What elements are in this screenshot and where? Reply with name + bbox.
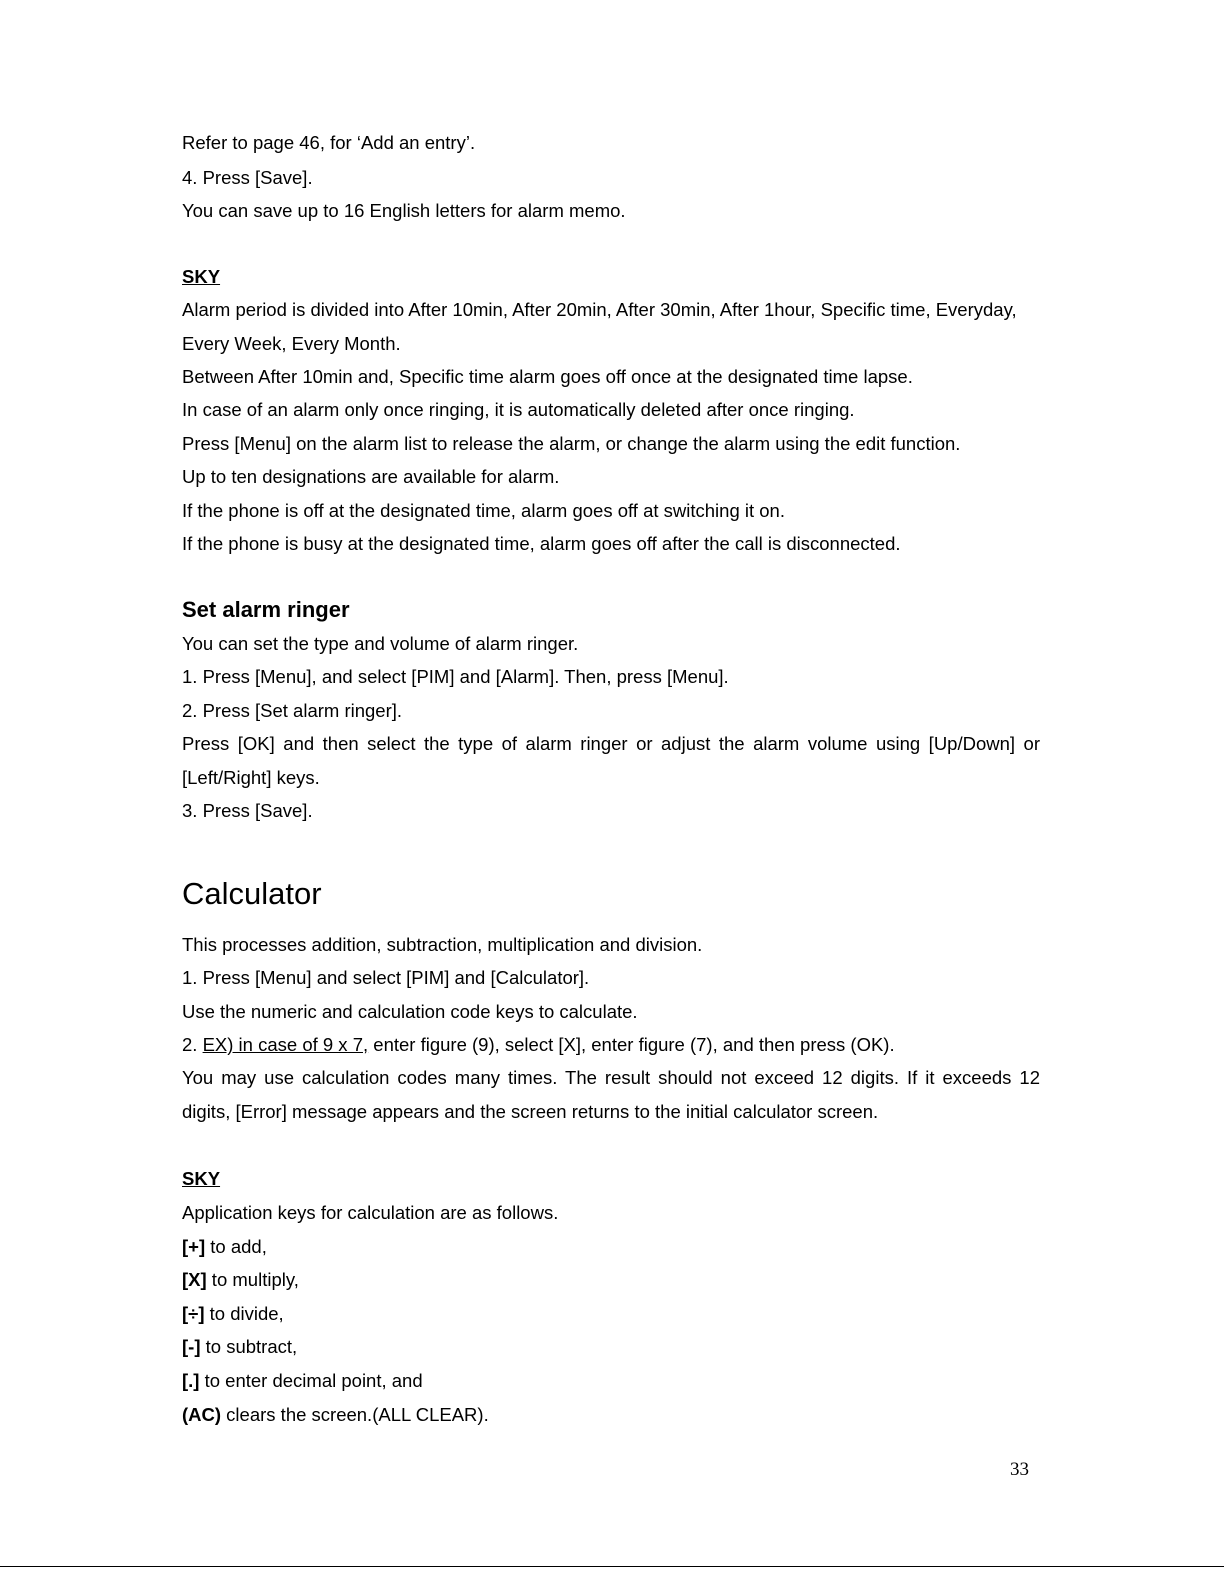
- calc-intro: This processes addition, subtraction, multiplication and division.: [182, 934, 703, 955]
- bottom-rule: [0, 1566, 1224, 1567]
- calc-key-clear: [182, 1403, 489, 1427]
- page-title-calculator: Calculator: [182, 876, 322, 911]
- calc-step-2-rest: enter figure (9), select [X], enter figure (7), and then press (OK).: [368, 1034, 895, 1055]
- calc-key-add: [182, 1235, 267, 1259]
- calc-limit-line2: digits, [Error] message appears and the screen returns to the initial calculator screen.: [182, 1101, 879, 1122]
- key-divide: [÷]: [182, 1303, 205, 1324]
- section-heading-set-alarm-ringer: Set alarm ringer: [182, 597, 350, 622]
- sky-alarm-period-line1: Alarm period is divided into After 10min, After 20min, After 30min, After 1hour, Specific time, Everyday,: [182, 299, 1017, 320]
- ringer-intro: You can set the type and volume of alarm ringer.: [182, 633, 579, 654]
- ringer-ok-line1: Press [OK] and then select the type of alarm ringer or adjust the alarm volume using [Up/Down] or: [182, 733, 1040, 754]
- sky-alarm-ten: Up to ten designations are available for alarm.: [182, 466, 560, 487]
- sky-heading-calculator: SKY: [182, 1168, 221, 1189]
- sky-heading-alarm: SKY: [182, 266, 221, 287]
- intro-line-memo: You can save up to 16 English letters for alarm memo.: [182, 200, 626, 221]
- key-divide-desc: to divide,: [204, 1303, 284, 1324]
- page-number: 33: [1010, 1459, 1029, 1480]
- ringer-step-3: 3. Press [Save].: [182, 800, 313, 821]
- sky-alarm-phone-busy: If the phone is busy at the designated time, alarm goes off after the call is disconnected.: [182, 533, 901, 554]
- calc-key-decimal: [182, 1369, 423, 1393]
- key-decimal-desc: to enter decimal point, and: [199, 1370, 423, 1391]
- sky-alarm-phone-off: If the phone is off at the designated time, alarm goes off at switching it on.: [182, 500, 785, 521]
- ringer-step-1: 1. Press [Menu], and select [PIM] and [Alarm]. Then, press [Menu].: [182, 666, 729, 687]
- intro-line-save: 4. Press [Save].: [182, 167, 313, 188]
- key-minus: [-]: [182, 1336, 201, 1357]
- sky-alarm-menu: Press [Menu] on the alarm list to release the alarm, or change the alarm using the edit function.: [182, 433, 961, 454]
- key-minus-desc: to subtract,: [200, 1336, 298, 1357]
- ringer-step-2: 2. Press [Set alarm ringer].: [182, 700, 403, 721]
- sky-calc-intro: Application keys for calculation are as follows.: [182, 1202, 559, 1223]
- sky-alarm-once: In case of an alarm only once ringing, it is automatically deleted after once ringing.: [182, 399, 855, 420]
- calc-step-1: 1. Press [Menu] and select [PIM] and [Calculator].: [182, 967, 590, 988]
- key-multiply: [X]: [182, 1269, 207, 1290]
- key-all-clear-desc: clears the screen.(ALL CLEAR).: [221, 1404, 489, 1425]
- calc-example: EX) in case of 9 x 7,: [202, 1034, 369, 1055]
- calc-step-2: [182, 1033, 895, 1057]
- key-multiply-desc: to multiply,: [206, 1269, 299, 1290]
- calc-keys-note: Use the numeric and calculation code keys to calculate.: [182, 1001, 638, 1022]
- sky-alarm-between: Between After 10min and, Specific time alarm goes off once at the designated time lapse.: [182, 366, 913, 387]
- calc-step-2-prefix: 2.: [182, 1034, 203, 1055]
- calc-key-multiply: [182, 1268, 299, 1292]
- ringer-ok-line2: [Left/Right] keys.: [182, 767, 320, 788]
- key-plus-desc: to add,: [205, 1236, 267, 1257]
- calc-key-subtract: [182, 1335, 297, 1359]
- key-decimal: [.]: [182, 1370, 200, 1391]
- calc-limit-line1: You may use calculation codes many times. The result should not exceed 12 digits. If it exceeds 12: [182, 1067, 1040, 1088]
- intro-line-refer: Refer to page 46, for ‘Add an entry’.: [182, 132, 476, 153]
- key-all-clear: (AC): [182, 1404, 222, 1425]
- calc-key-divide: [182, 1302, 284, 1326]
- key-plus: [+]: [182, 1236, 206, 1257]
- sky-alarm-period-line2: Every Week, Every Month.: [182, 333, 401, 354]
